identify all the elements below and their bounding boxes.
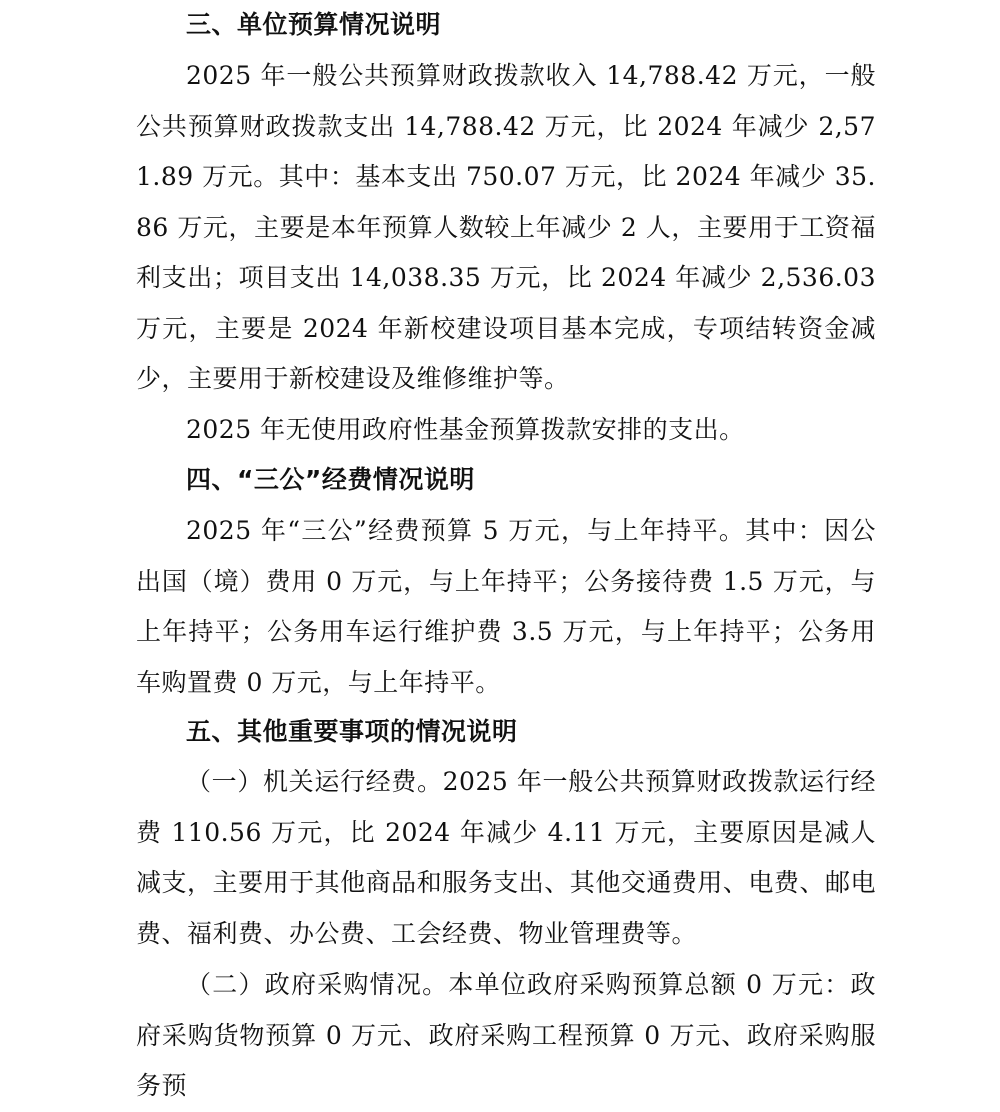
section-heading-unit-budget: 三、单位预算情况说明: [186, 10, 442, 39]
paragraph-procurement: （二）政府采购情况。本单位政府采购预算总额 0 万元：政府采购货物预算 0 万元、政府采购工程预算 0 万元、政府采购服务预: [136, 970, 876, 1100]
paragraph-operating-funds: （一）机关运行经费。2025 年一般公共预算财政拨款运行经费 110.56 万元，比 2024 年减少 4.11 万元，主要原因是减人减支，主要用于其他商品和服务支出、其他交通费用、电费、邮电费、福利费、办公费、工会经费、物业管理费等。: [136, 767, 876, 948]
paragraph-unit-budget: 2025 年一般公共预算财政拨款收入 14,788.42 万元，一般公共预算财政拨款支出 14,788.42 万元，比 2024 年减少 2,571.89 万元。其中：基本支出 750.07 万元，比 2024 年减少 35.86 万元，主要是本年预算人数较上年减少 2 人，主要用于工资福利支出；项目支出 14,038.35 万元，比 2024 年减少 2,536.03 万元，主要是 2024 年新校建设项目基本完成，专项结转资金减少，主要用于新校建设及维修维护等。: [136, 61, 876, 393]
section-heading-other-matters: 五、其他重要事项的情况说明: [186, 717, 518, 746]
paragraph-three-public: 2025 年“三公”经费预算 5 万元，与上年持平。其中：因公出国（境）费用 0 万元，与上年持平；公务接待费 1.5 万元，与上年持平；公务用车运行维护费 3.5 万元，与上年持平；公务用车购置费 0 万元，与上年持平。: [136, 516, 876, 697]
section-heading-three-public: 四、“三公”经费情况说明: [186, 465, 475, 494]
paragraph-government-fund: 2025 年无使用政府性基金预算拨款安排的支出。: [186, 415, 745, 444]
